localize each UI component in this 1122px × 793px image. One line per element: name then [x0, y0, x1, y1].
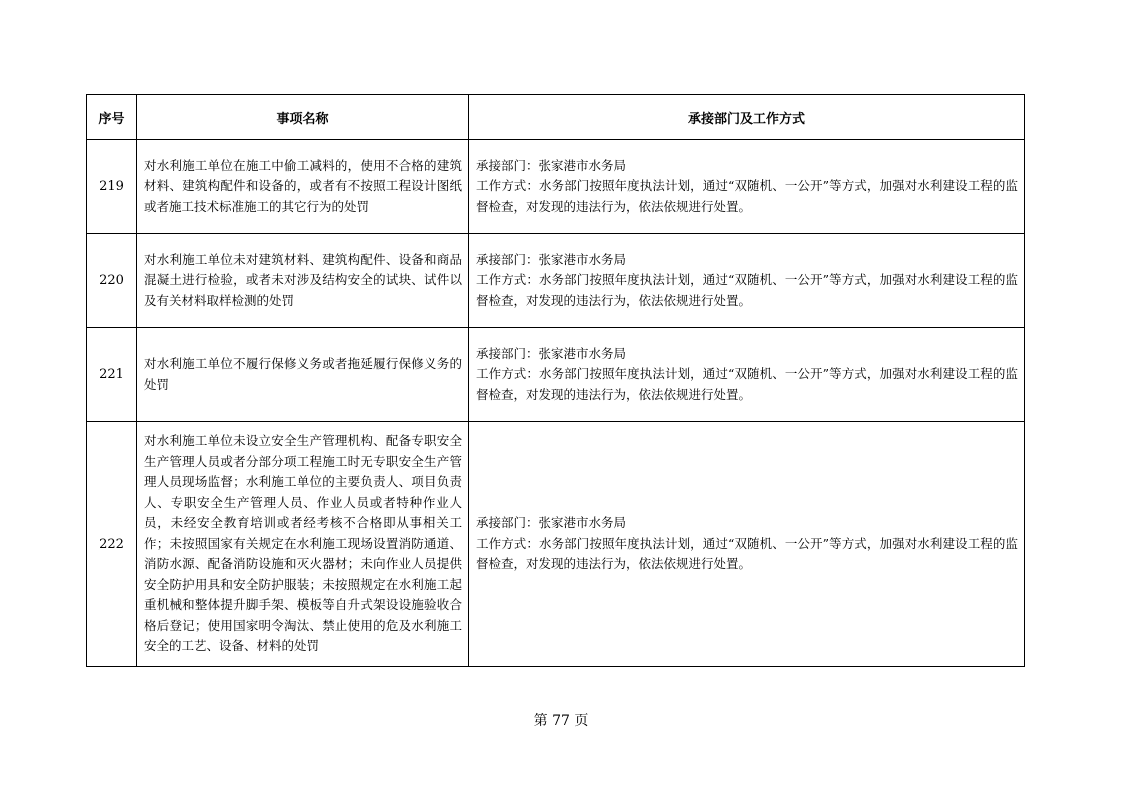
dept-and-method — [469, 328, 1025, 422]
table-header-row — [87, 95, 1025, 140]
matter-name-text: 对水利施工单位在施工中偷工减料的，使用不合格的建筑材料、建筑构配件和设备的，或者有不按照工程设计图纸或者施工技术标准施工的其它行为的处罚 — [144, 157, 462, 214]
matter-name — [137, 140, 469, 234]
matter-name-text: 对水利施工单位未对建筑材料、建筑构配件、设备和商品混凝土进行检验，或者未对涉及结构安全的试块、试件以及有关材料取样检测的处罚 — [144, 251, 462, 308]
dept-and-method — [469, 234, 1025, 328]
dept-and-method — [469, 422, 1025, 667]
table-row — [87, 422, 1025, 667]
table-row — [87, 328, 1025, 422]
matter-name — [137, 328, 469, 422]
row-number: 220 — [87, 234, 137, 328]
matter-name-text: 对水利施工单位未设立安全生产管理机构、配备专职安全生产管理人员或者分部分项工程施工时无专职安全生产管理人员现场监督；水利施工单位的主要负责人、项目负责人、专职安全生产管理人员、作业人员或者特种作业人员，未经安全教育培训或者经考核不合格即从事相关工作；未按照国家有关规定在水利施工现场设置消防通道、消防水源、配备消防设施和灭火器材；未向作业人员提供安全防护用具和安全防护服装；未按照规定在水利施工起重机械和整体提升脚手架、模板等自升式架设设施验收合格后登记；使用国家明令淘汰、禁止使用的危及水利施工安全的工艺、设备、材料的处罚 — [144, 433, 462, 654]
header-no: 序号 — [87, 95, 137, 140]
page-number: 第 77 页 — [533, 713, 589, 729]
method-text: 工作方式：水务部门按照年度执法计划，通过“双随机、一公开”等方式，加强对水利建设工程的监督检查，对发现的违法行为，依法依规进行处置。 — [476, 366, 1018, 402]
dept-text: 承接部门：张家港市水务局 — [476, 157, 627, 173]
row-number: 222 — [87, 422, 137, 667]
dept-text: 承接部门：张家港市水务局 — [476, 251, 627, 267]
header-dept: 承接部门及工作方式 — [469, 95, 1025, 140]
matter-name — [137, 422, 469, 667]
table-row — [87, 234, 1025, 328]
method-text: 工作方式：水务部门按照年度执法计划，通过“双随机、一公开”等方式，加强对水利建设工程的监督检查，对发现的违法行为，依法依规进行处置。 — [476, 178, 1018, 214]
matter-name-text: 对水利施工单位不履行保修义务或者拖延履行保修义务的处罚 — [144, 356, 462, 392]
method-text: 工作方式：水务部门按照年度执法计划，通过“双随机、一公开”等方式，加强对水利建设工程的监督检查，对发现的违法行为，依法依规进行处置。 — [476, 535, 1018, 572]
dept-and-method — [469, 140, 1025, 234]
row-number: 219 — [87, 140, 137, 234]
method-text: 工作方式：水务部门按照年度执法计划，通过“双随机、一公开”等方式，加强对水利建设工程的监督检查，对发现的违法行为，依法依规进行处置。 — [476, 272, 1018, 308]
matter-name — [137, 234, 469, 328]
dept-text: 承接部门：张家港市水务局 — [476, 515, 627, 531]
dept-text: 承接部门：张家港市水务局 — [476, 345, 627, 361]
table-row — [87, 140, 1025, 234]
matters-table — [86, 94, 1025, 667]
row-number: 221 — [87, 328, 137, 422]
header-name: 事项名称 — [137, 95, 469, 140]
